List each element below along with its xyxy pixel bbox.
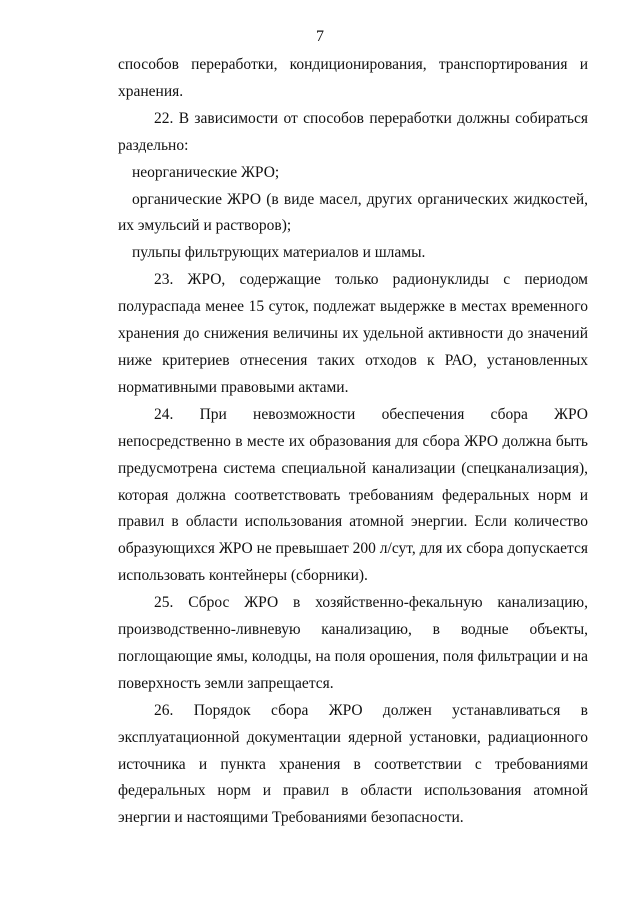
list-item-pulps: пульпы фильтрующих материалов и шламы. bbox=[132, 244, 426, 262]
paragraph-25: 25. Сброс ЖРО в хозяйственно-фекальную канализацию, производственно-ливневую канализацию, в водные объекты, поглощающие ямы, колодцы, на поля орошения, поля фильтрации и на поверхность земли запрещается. bbox=[118, 594, 588, 692]
paragraph-24: 24. При невозможности обеспечения сбора ЖРО непосредственно в месте их образования для сбора ЖРО должна быть предусмотрена система специальной канализации (спецканализация), которая должна соответствовать требованиям федеральных норм и правил в области использования атомной энергии. Если количество образующихся ЖРО не превышает 200 л/сут, для их сбора допускается использовать контейнеры (сборники). bbox=[118, 405, 588, 585]
paragraph-26: 26. Порядок сбора ЖРО должен устанавливаться в эксплуатационной документации ядерной установки, радиационного источника и пункта хранения в соответствии с требованиями федеральных норм и правил в области использования атомной энергии и настоящими Требованиями безопасности. bbox=[118, 701, 588, 827]
list-item-inorganic: неорганические ЖРО; bbox=[132, 163, 280, 181]
paragraph-23: 23. ЖРО, содержащие только радионуклиды с периодом полураспада менее 15 суток, подлежат выдержке в местах временного хранения до снижения величины их удельной активности до значений ниже критериев отнесения таких отходов к РАО, установленных нормативными правовыми актами. bbox=[118, 271, 588, 396]
paragraph-continuation: способов переработки, кондиционирования, транспортирования и хранения. bbox=[118, 56, 588, 100]
paragraph-22: 22. В зависимости от способов переработки должны собираться раздельно: bbox=[118, 109, 588, 154]
body-text bbox=[118, 52, 588, 832]
page-number: 7 bbox=[316, 28, 324, 45]
list-item-organic: органические ЖРО (в виде масел, других органических жидкостей, их эмульсий и растворов); bbox=[118, 190, 588, 235]
